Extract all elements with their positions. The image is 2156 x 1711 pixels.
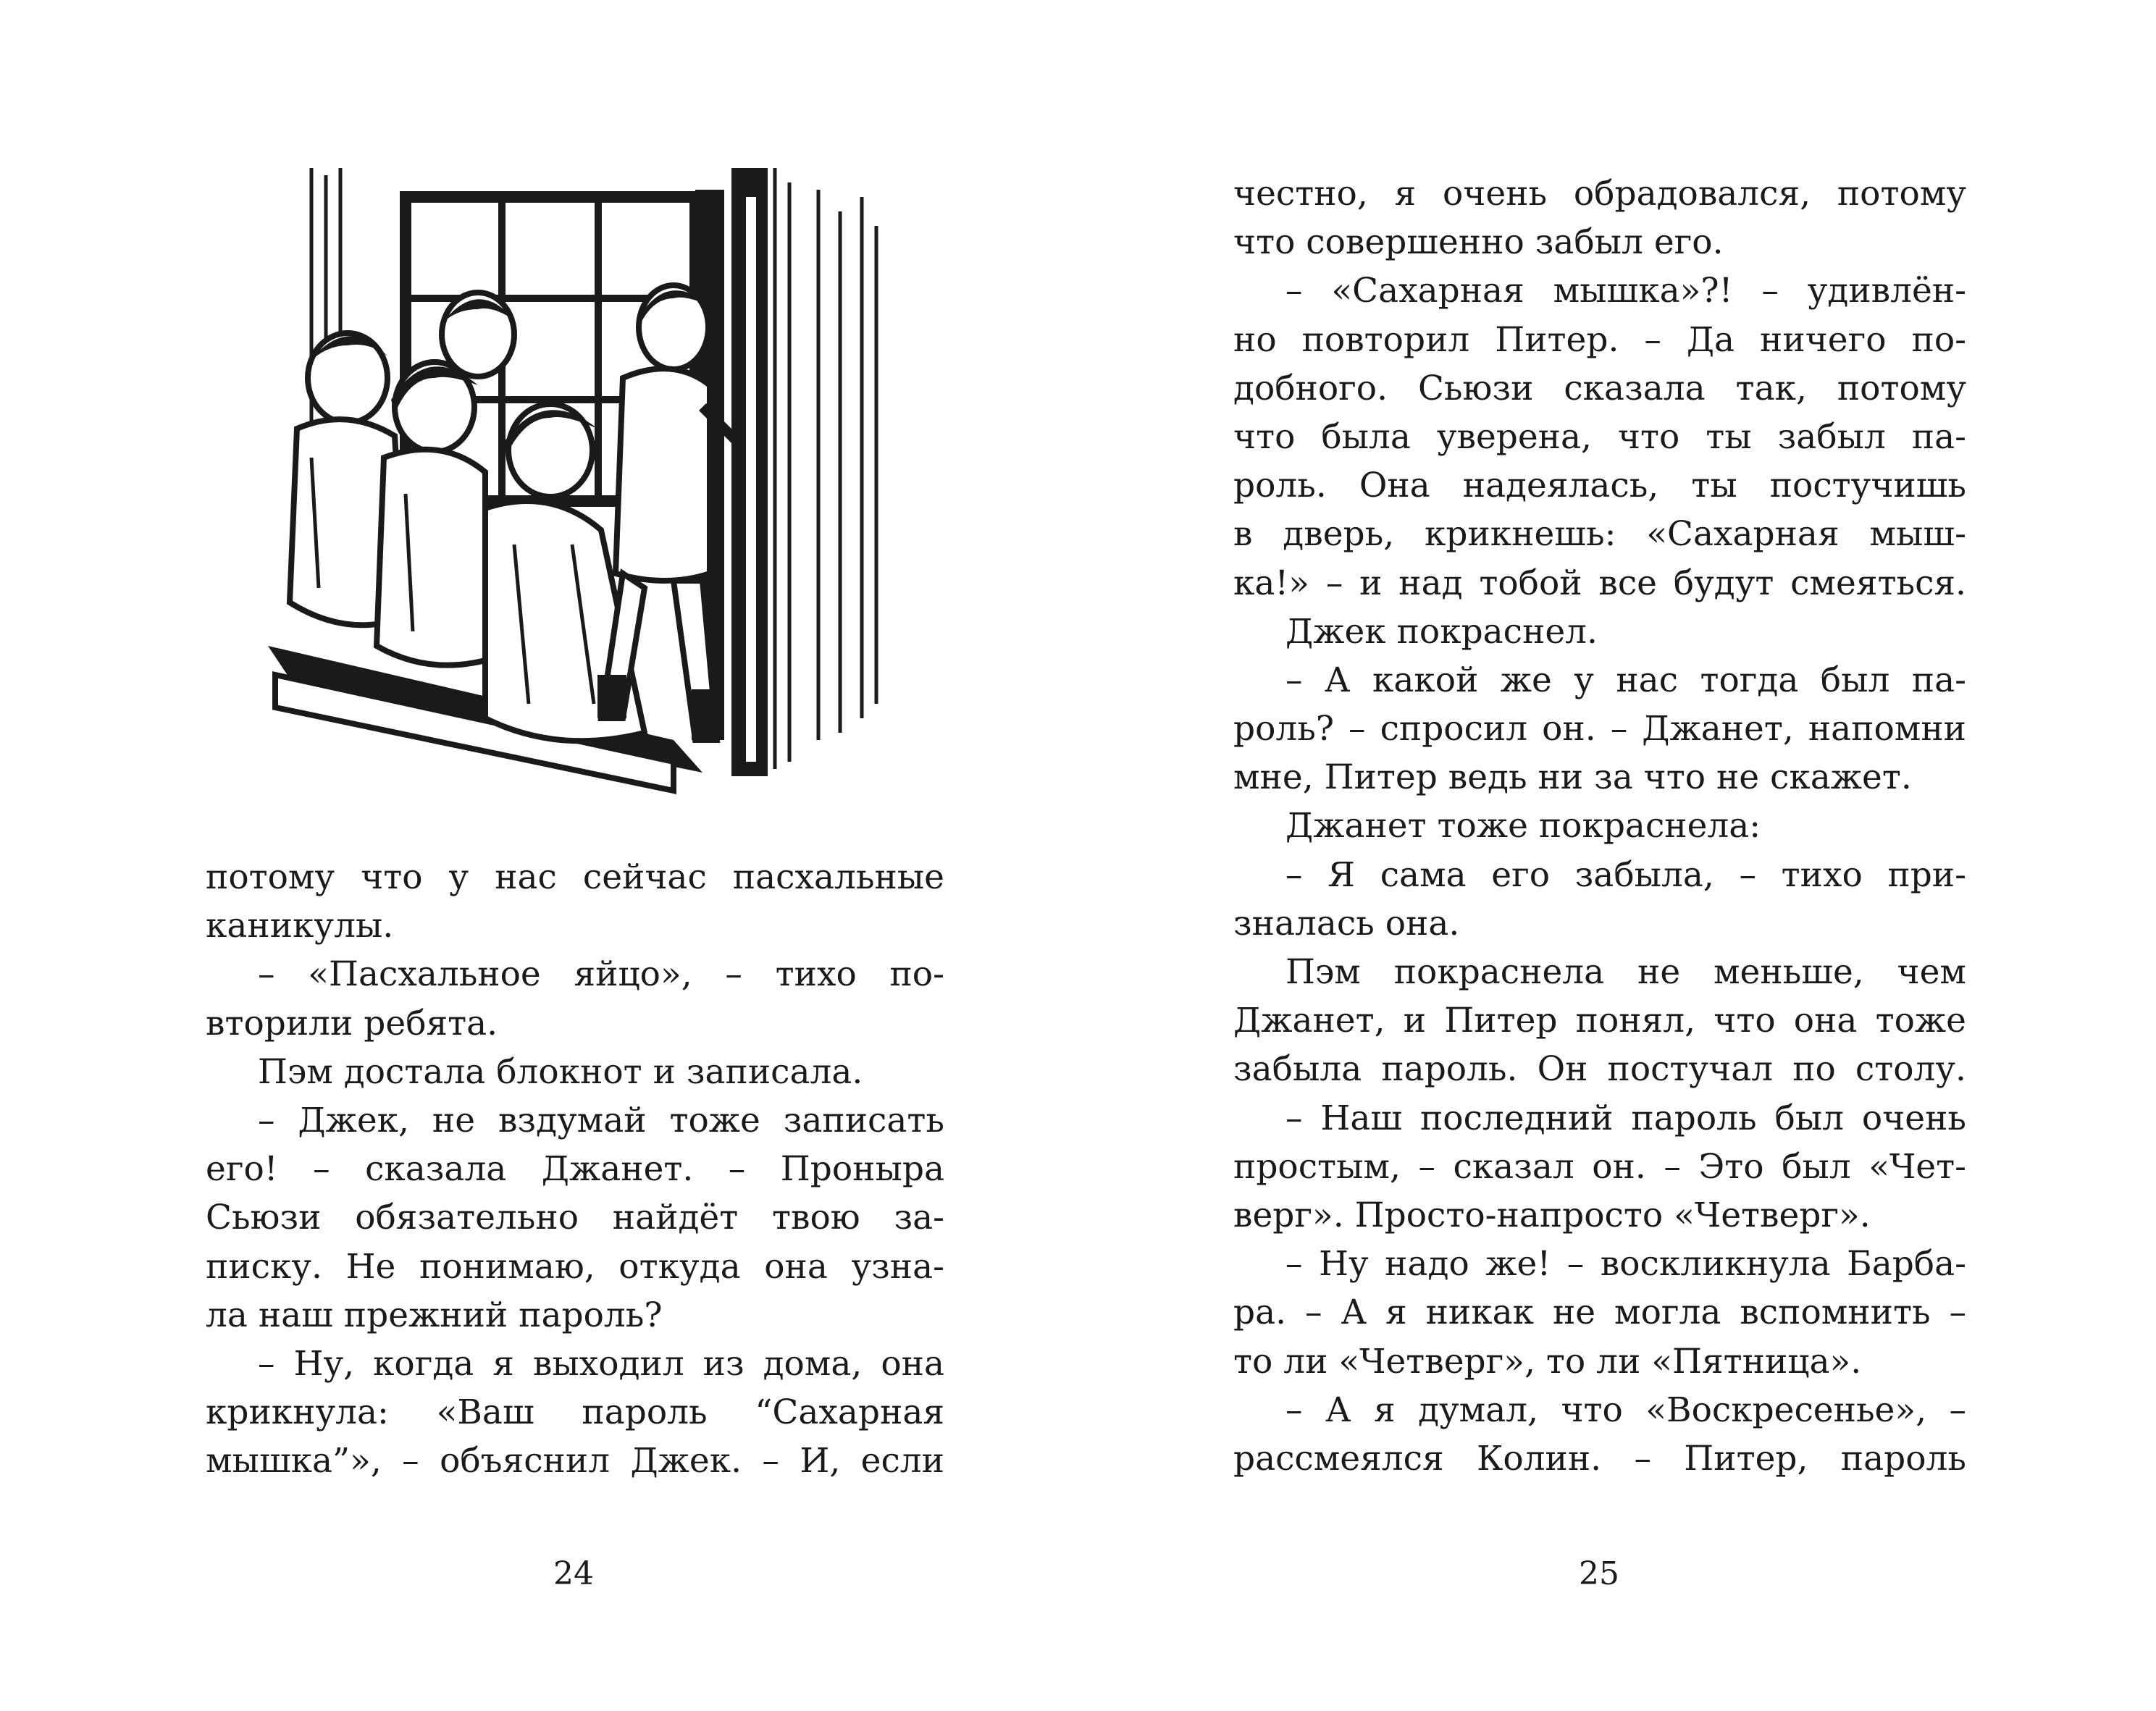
text-line: забыла пароль. Он постучал по столу. [1233,1049,1966,1090]
text-line: но повторил Питер. – Да ничего по- [1233,319,1966,360]
text-line: – «Пасхальное яйцо», – тихо по- [258,954,944,995]
page-number: 25 [1579,1555,1619,1592]
text-line: крикнула: «Ваш пароль “Сахарная [206,1392,944,1433]
text-line: честно, я очень обрадовался, потому [1233,174,1966,214]
text-line: мне, Питер ведь ни за что не скажет. [1233,757,1912,798]
text-line: ла наш прежний пароль? [206,1295,663,1335]
left-page-text [206,853,944,1485]
text-line: добного. Сьюзи сказала так, потому [1233,368,1966,408]
text-line: – А я думал, что «Воскресенье», – [1285,1390,1966,1430]
right-page [1078,0,2156,1711]
page-number: 24 [553,1555,594,1592]
text-line: то ли «Четверг», то ли «Пятница». [1233,1341,1862,1382]
text-line: мышка”», – объяснил Джек. – И, если [206,1441,944,1481]
text-line: что совершенно забыл его. [1233,222,1724,263]
text-line: Джек покраснел. [1285,611,1598,652]
text-line: Пэм покраснела не меньше, чем [1285,952,1966,992]
text-line: каникулы. [206,906,394,946]
text-line: в дверь, крикнешь: «Сахарная мыш- [1233,514,1966,555]
text-line: зналась она. [1233,903,1460,943]
text-line: – Наш последний пароль был очень [1285,1098,1966,1138]
text-line: потому что у нас сейчас пасхальные [206,857,944,897]
children-at-door-illustration [268,168,891,794]
text-line: вторили ребята. [206,1003,498,1043]
text-line: писку. Не понимаю, откуда она узна- [206,1246,944,1287]
text-line: Джанет, и Питер понял, что она тоже [1233,1001,1966,1041]
text-line: – Ну, когда я выходил из дома, она [258,1343,944,1384]
text-line: ка!» – и над тобой все будут смеяться. [1233,563,1966,603]
text-line: – Ну надо же! – воскликнула Барба- [1285,1244,1966,1285]
text-line: – Джек, не вздумай тоже записать [258,1100,944,1140]
text-line: рассмеялся Колин. – Питер, пароль [1233,1438,1966,1479]
text-line: – Я сама его забыла, – тихо при- [1285,854,1966,895]
text-line: Пэм достала блокнот и записала. [258,1051,863,1092]
text-line: роль? – спросил он. – Джанет, напомни [1233,709,1966,749]
text-line: ра. – А я никак не могла вспомнить – [1233,1292,1966,1333]
text-line: Сьюзи обязательно найдёт твою за- [206,1198,944,1238]
text-line: – А какой же у нас тогда был па- [1285,660,1966,700]
text-line: роль. Она надеялась, ты постучишь [1233,466,1966,506]
right-page-text [1233,169,1966,1483]
text-line: Джанет тоже покраснела: [1285,806,1761,846]
text-line: его! – сказала Джанет. – Проныра [206,1149,944,1190]
text-line: простым, – сказал он. – Это был «Чет- [1233,1146,1966,1187]
text-line: верг». Просто-напросто «Четверг». [1233,1195,1871,1235]
text-line: – «Сахарная мышка»?! – удивлён- [1285,271,1966,311]
text-line: что была уверена, что ты забыл па- [1233,416,1966,457]
